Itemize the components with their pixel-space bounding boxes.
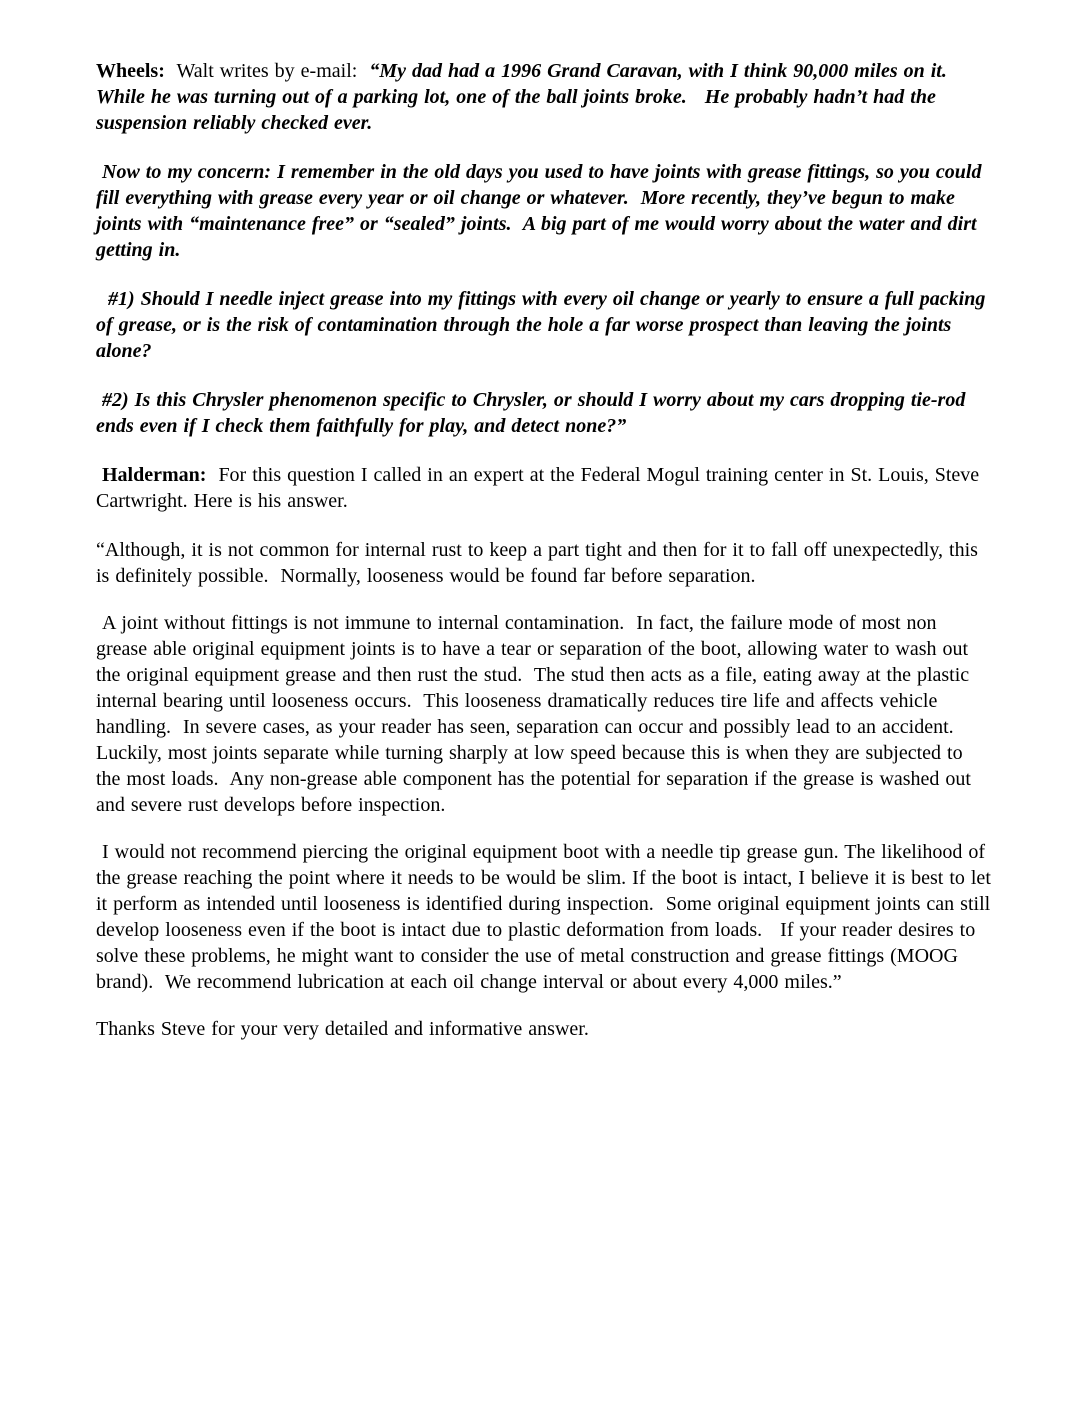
paragraph-answer-3 bbox=[96, 839, 997, 995]
text-run: Walt writes by e-mail: bbox=[164, 60, 370, 82]
paragraph-wheels-question bbox=[96, 58, 992, 136]
paragraph-question-1 bbox=[96, 286, 992, 364]
text-run: “My dad had a 1996 Grand Caravan, with I think 90,000 miles on it. While he was turning out of a parking lot, one of the ball joints broke. He probably hadn’t had the suspension reliably checked ever. bbox=[96, 60, 953, 134]
text-run: A joint without fittings is not immune to internal contamination. In fact, the failure mode of most non grease able original equipment joints is to have a tear or separation of the boot, allowing water to wash out the original equipment grease and then rust the stud. The stud then acts as a file, eating away at the plastic internal bearing until looseness occurs. This looseness dramatically reduces tire life and affects vehicle handling. In severe cases, as your reader has seen, separation can occur and possibly lead to an accident. Luckily, most joints separate while turning sharply at low speed because this is when they are subjected to the most loads. Any non-grease able component has the potential for separation if the grease is washed out and severe rust develops before inspection. bbox=[96, 612, 977, 816]
paragraph-thanks bbox=[96, 1016, 992, 1042]
paragraph-concern bbox=[96, 159, 992, 263]
text-run: Thanks Steve for your very detailed and informative answer. bbox=[96, 1018, 589, 1040]
text-run: For this question I called in an expert at the Federal Mogul training center in St. Louis, Steve Cartwright. Here is his answer. bbox=[96, 464, 986, 512]
paragraph-answer-2 bbox=[96, 610, 992, 818]
text-run: “Although, it is not common for internal rust to keep a part tight and then for it to fall off unexpectedly, this is definitely possible. Normally, looseness would be found far before separation. bbox=[96, 539, 984, 587]
halderman-label: Halderman: bbox=[96, 464, 207, 486]
text-run: #1) Should I needle inject grease into my fittings with every oil change or yearly to ensure a full packing of grease, or is the risk of contamination through the hole a far worse prospect than leaving the joints alone? bbox=[96, 288, 992, 362]
paragraph-halderman-intro bbox=[96, 462, 992, 514]
text-run: #2) Is this Chrysler phenomenon specific to Chrysler, or should I worry about my cars dropping tie-rod ends even if I check them faithfully for play, and detect none?” bbox=[96, 389, 972, 437]
text-run: Now to my concern: I remember in the old days you used to have joints with grease fittings, so you could fill everything with grease every year or oil change or whatever. More recently, they’ve begun to make joints with “maintenance free” or “sealed” joints. A big part of me would worry about the water and dirt getting in. bbox=[96, 161, 988, 261]
text-run: I would not recommend piercing the original equipment boot with a needle tip grease gun. The likelihood of the grease reaching the point where it needs to be would be slim. If the boot is intact, I believe it is best to let it perform as intended until looseness is identified during inspection. Some original equipment joints can still develop looseness even if the boot is intact due to plastic deformation from loads. If your reader desires to solve these problems, he might want to consider the use of metal construction and grease fittings (MOOG brand). We recommend lubrication at each oil change interval or about every 4,000 miles.” bbox=[96, 841, 997, 993]
paragraph-answer-1 bbox=[96, 537, 992, 589]
paragraph-question-2 bbox=[96, 387, 992, 439]
wheels-label: Wheels: bbox=[96, 60, 165, 82]
